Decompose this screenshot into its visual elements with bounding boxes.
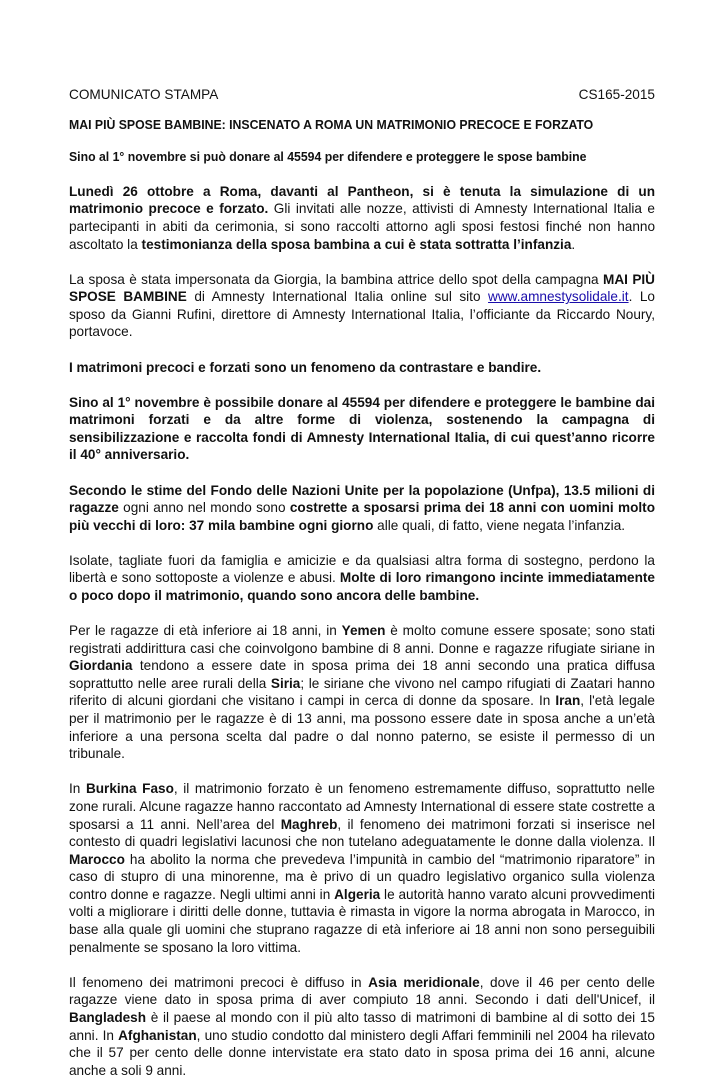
country-bangladesh: Bangladesh: [69, 1009, 147, 1025]
text: ha abolito la norma che prevedeva l’impunità in cambio del “matrimonio riparatore” in caso di stupro di una minorenne, ma è privo di un quadro legislativo organico sulla violenza contro donne e ragazze. Negli ultimi anni in: [69, 851, 655, 902]
bold-text: Molte di loro rimangono incinte immediatamente o poco dopo il matrimonio, quando sono ancora delle bambine.: [69, 570, 655, 603]
text: La sposa è stata impersonata da Giorgia, la bambina attrice dello spot della campagna: [69, 271, 604, 287]
text: , il matrimonio forzato è un fenomeno estremamente diffuso, soprattutto nelle zone rurali. Alcune ragazze hanno raccontato ad Amnesty International di essere state costrette a sposarsi a 11 anni. Nell’area del: [69, 781, 655, 832]
bold-text: costrette a sposarsi prima dei 18 anni con uomini molto più vecchi di loro: 37 mila bambine ogni giorno: [69, 500, 655, 533]
text: alle quali, di fatto, viene negata l’infanzia.: [373, 517, 626, 533]
bold-text: Sino al 1° novembre è possibile donare al 45594 per difendere e proteggere le bambine dai matrimoni forzati e da altre forme di violenza, sostenendo la campagna di sensibilizzazione e raccolta fondi di Amnesty International Italia, di cui quest’anno ricorre il 40° anniversario.: [69, 394, 655, 463]
paragraph-africa: [69, 780, 655, 956]
country-iran: Iran: [555, 693, 581, 709]
text: In: [69, 781, 86, 797]
country-burkina-faso: Burkina Faso: [85, 781, 174, 797]
country-giordania: Giordania: [69, 658, 133, 674]
text: è il paese al mondo con il più alto tasso di matrimoni di bambine al di sotto dei 15 anni. In: [69, 1009, 655, 1043]
text: Gli invitati alle nozze, attivisti di Amnesty International Italia e partecipanti in abiti da cerimonia, si sono raccolti attorno agli sposi festosi finché non hanno ascoltato la: [69, 201, 655, 252]
text: di Amnesty International Italia online sul sito: [186, 289, 489, 305]
country-algeria: Algeria: [334, 886, 381, 902]
document-header: [69, 86, 655, 104]
country-marocco: Marocco: [69, 851, 125, 867]
country-afghanistan: Afghanistan: [118, 1027, 197, 1043]
text: ; le siriane che vivono nel campo rifugiati di Zaatari hanno riferito di alcuni giordani che visitano i campi in cerca di donne da sposare. In: [69, 675, 655, 709]
bold-text: testimonianza della sposa bambina a cui è stata sottratta l’infanzia: [141, 236, 572, 252]
text: Il fenomeno dei matrimoni precoci è diffuso in: [69, 974, 369, 990]
paragraph-donation: [69, 394, 655, 464]
document-subtitle: Sino al 1° novembre si può donare al 45594 per difendere e proteggere le spose bambine: [69, 149, 587, 165]
text: Per le ragazze di età inferiore ai 18 anni, in: [69, 623, 342, 639]
paragraph-isolation: [69, 552, 655, 605]
bold-text: Lunedì 26 ottobre a Roma, davanti al Pantheon, si è tenuta la simulazione di un matrimonio precoce e forzato.: [69, 183, 655, 217]
region-asia-meridionale: Asia meridionale: [368, 974, 480, 990]
country-yemen: Yemen: [341, 623, 386, 639]
text: ogni anno nel mondo sono: [118, 500, 290, 516]
text: , dove il 46 per cento delle ragazze viene dato in sposa prima di aver compiuto 18 anni. Secondo i dati dell'Unicef, il: [69, 974, 655, 1008]
paragraph-statement: [69, 359, 655, 377]
text: le autorità hanno varato alcuni provvedimenti volti a migliorare i diritti delle donne, tuttavia è rimasta in vigore la norma abrogata in Marocco, in base alla quale gli uomini che stuprano ragazze di età inferiore ai 18 anni non sono perseguibili penalmente se sposano la loro vittima.: [69, 886, 655, 955]
text: , il fenomeno dei matrimoni forzati si inserisce nel contesto di quadri legislativi lacunosi che non tutelano adeguatamente le donne dalla violenza. Il: [69, 816, 655, 850]
paragraph-actors: [69, 271, 655, 341]
region-maghreb: Maghreb: [280, 816, 338, 832]
paragraph-asia: [69, 974, 655, 1079]
press-release-label: COMUNICATO STAMPA: [69, 87, 219, 102]
text: . Lo sposo da Gianni Rufini, direttore di Amnesty International Italia, l’officiante da Riccardo Noury, portavoce.: [69, 289, 655, 340]
paragraph-intro: [69, 183, 655, 253]
text: , uno studio condotto dal ministero degli Affari femminili nel 2004 ha rilevato che il 57 per cento delle donne intervistate era stato dato in sposa prima dei 16 anni, alcune anche a soli 9 anni.: [69, 1027, 655, 1078]
country-siria: Siria: [270, 675, 301, 691]
text: è molto comune essere sposate; sono stati registrati addirittura casi che coinvolgono bambine di 8 anni. Donne e ragazze rifugiate siriane in: [69, 623, 655, 656]
bold-text: Secondo le stime del Fondo delle Nazioni Unite per la popolazione (Unfpa), 13.5 milioni di ragazze: [69, 482, 655, 516]
document-title: MAI PIÙ SPOSE BAMBINE: INSCENATO A ROMA UN MATRIMONIO PRECOCE E FORZATO: [69, 116, 594, 132]
paragraph-middle-east: [69, 622, 655, 763]
text: , l'età legale per il matrimonio per le ragazze è di 13 anni, ma possono essere date in sposa anche a un’età inferiore a una persona scelta dal padre o dal nonno paterno, se esiste il permesso di un tribunale.: [69, 693, 655, 762]
text: tendono a essere date in sposa prima dei 18 anni secondo una pratica diffusa soprattutto nelle aree rurali della: [69, 658, 655, 691]
paragraph-unfpa: [69, 482, 655, 535]
release-code: CS165-2015: [578, 87, 655, 102]
bold-text: I matrimoni precoci e forzati sono un fenomeno da contrastare e bandire.: [69, 359, 542, 375]
text: .: [571, 236, 576, 252]
campaign-name: MAI PIÙ SPOSE BAMBINE: [69, 271, 656, 305]
text: Isolate, tagliate fuori da famiglia e amicizie e da qualsiasi altra forma di sostegno, perdono la libertà e sono sottoposte a violenze e abusi.: [69, 552, 655, 586]
amnesty-solidale-link[interactable]: www.amnestysolidale.it: [488, 289, 629, 305]
press-release-page: [69, 86, 655, 1079]
